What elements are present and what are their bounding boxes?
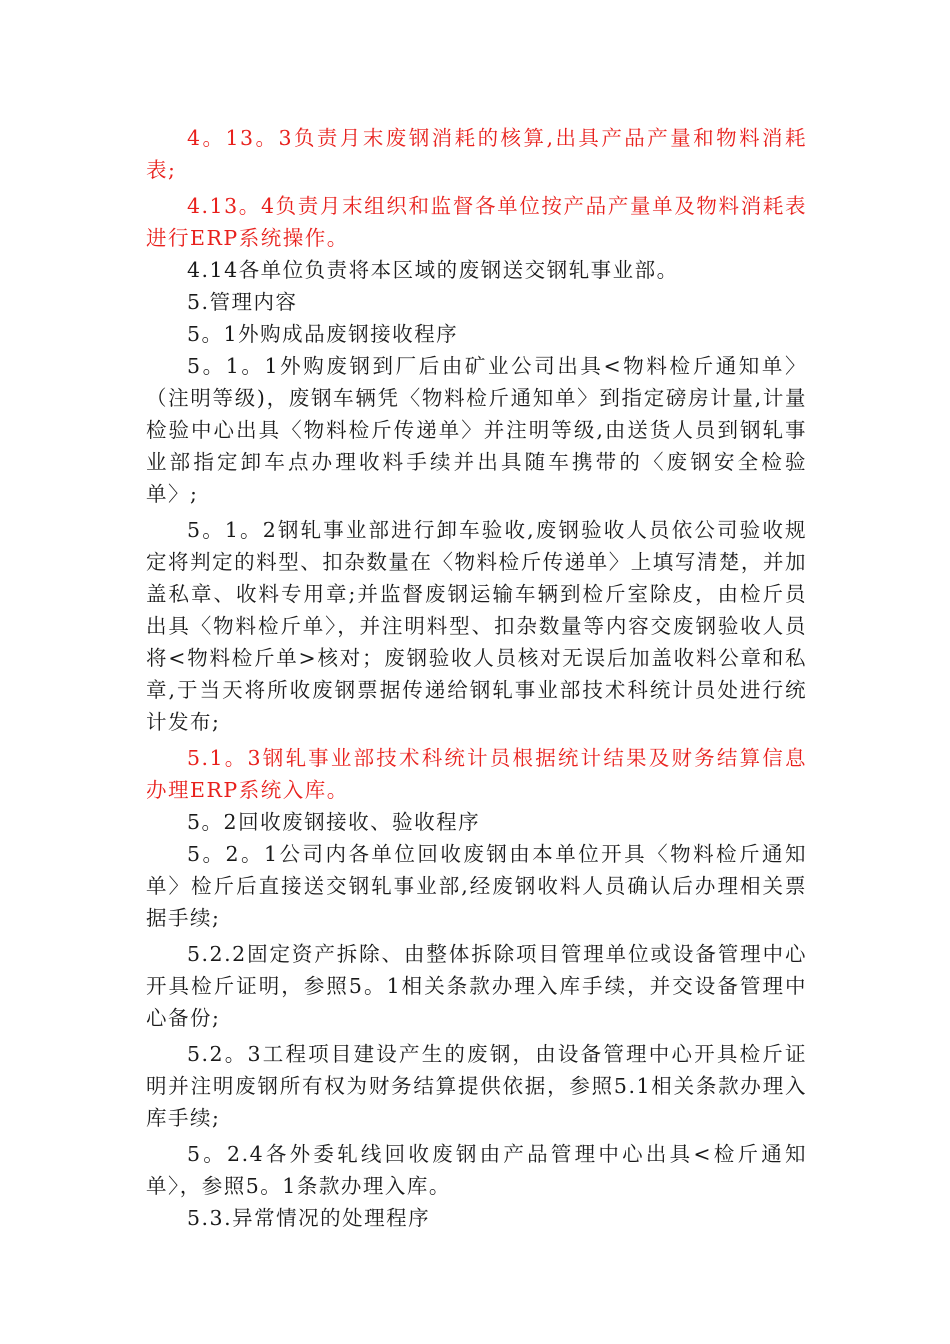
- paragraph-5-1-1: 5。1。1外购废钢到厂后由矿业公司出具<物料检斤通知单〉（注明等级)，废钢车辆凭〈物料检斤通知单〉到指定磅房计量,计量检验中心出具〈物料检斤传递单〉并注明等级,由送货人员到钢轧事业部指定卸车点办理收料手续并出具随车携带的〈废钢安全检验单〉;: [146, 354, 807, 506]
- paragraph-4-13-4: 4.13。4负责月末组织和监督各单位按产品产量单及物料消耗表进行ERP系统操作。: [146, 194, 807, 250]
- paragraph-4-14: 4.14各单位负责将本区域的废钢送交钢轧事业部。: [187, 258, 679, 282]
- section-heading-5-3: 5.3.异常情况的处理程序: [187, 1206, 431, 1230]
- section-heading-5: 5.管理内容: [187, 290, 298, 314]
- section-heading-5-2: 5。2回收废钢接收、验收程序: [187, 810, 481, 834]
- paragraph-4-13-3: 4。13。3负责月末废钢消耗的核算,出具产品产量和物料消耗表;: [146, 126, 807, 182]
- section-heading-5-1: 5。1外购成品废钢接收程序: [187, 322, 459, 346]
- paragraph-5-2-2: 5.2.2固定资产拆除、由整体拆除项目管理单位或设备管理中心开具检斤证明，参照5。1相关条款办理入库手续，并交设备管理中心备份;: [146, 942, 807, 1030]
- paragraph-5-1-3: 5.1。3钢轧事业部技术科统计员根据统计结果及财务结算信息办理ERP系统入库。: [146, 746, 807, 802]
- paragraph-5-2-1: 5。2。1公司内各单位回收废钢由本单位开具〈物料检斤通知单〉检斤后直接送交钢轧事业部,经废钢收料人员确认后办理相关票据手续;: [146, 842, 807, 930]
- paragraph-5-2-3: 5.2。3工程项目建设产生的废钢，由设备管理中心开具检斤证明并注明废钢所有权为财务结算提供依据，参照5.1相关条款办理入库手续;: [146, 1042, 807, 1130]
- paragraph-5-1-2: 5。1。2钢轧事业部进行卸车验收,废钢验收人员依公司验收规定将判定的料型、扣杂数量在〈物料检斤传递单〉上填写清楚，并加盖私章、收料专用章;并监督废钢运输车辆到检斤室除皮，由检斤员出具〈物料检斤单〉，并注明料型、扣杂数量等内容交废钢验收人员将<物料检斤单>核对；废钢验收人员核对无误后加盖收料公章和私章,于当天将所收废钢票据传递给钢轧事业部技术科统计员处进行统计发布;: [146, 518, 807, 734]
- paragraph-5-2-4: 5。2.4各外委轧线回收废钢由产品管理中心出具<检斤通知单〉，参照5。1条款办理入库。: [146, 1142, 807, 1198]
